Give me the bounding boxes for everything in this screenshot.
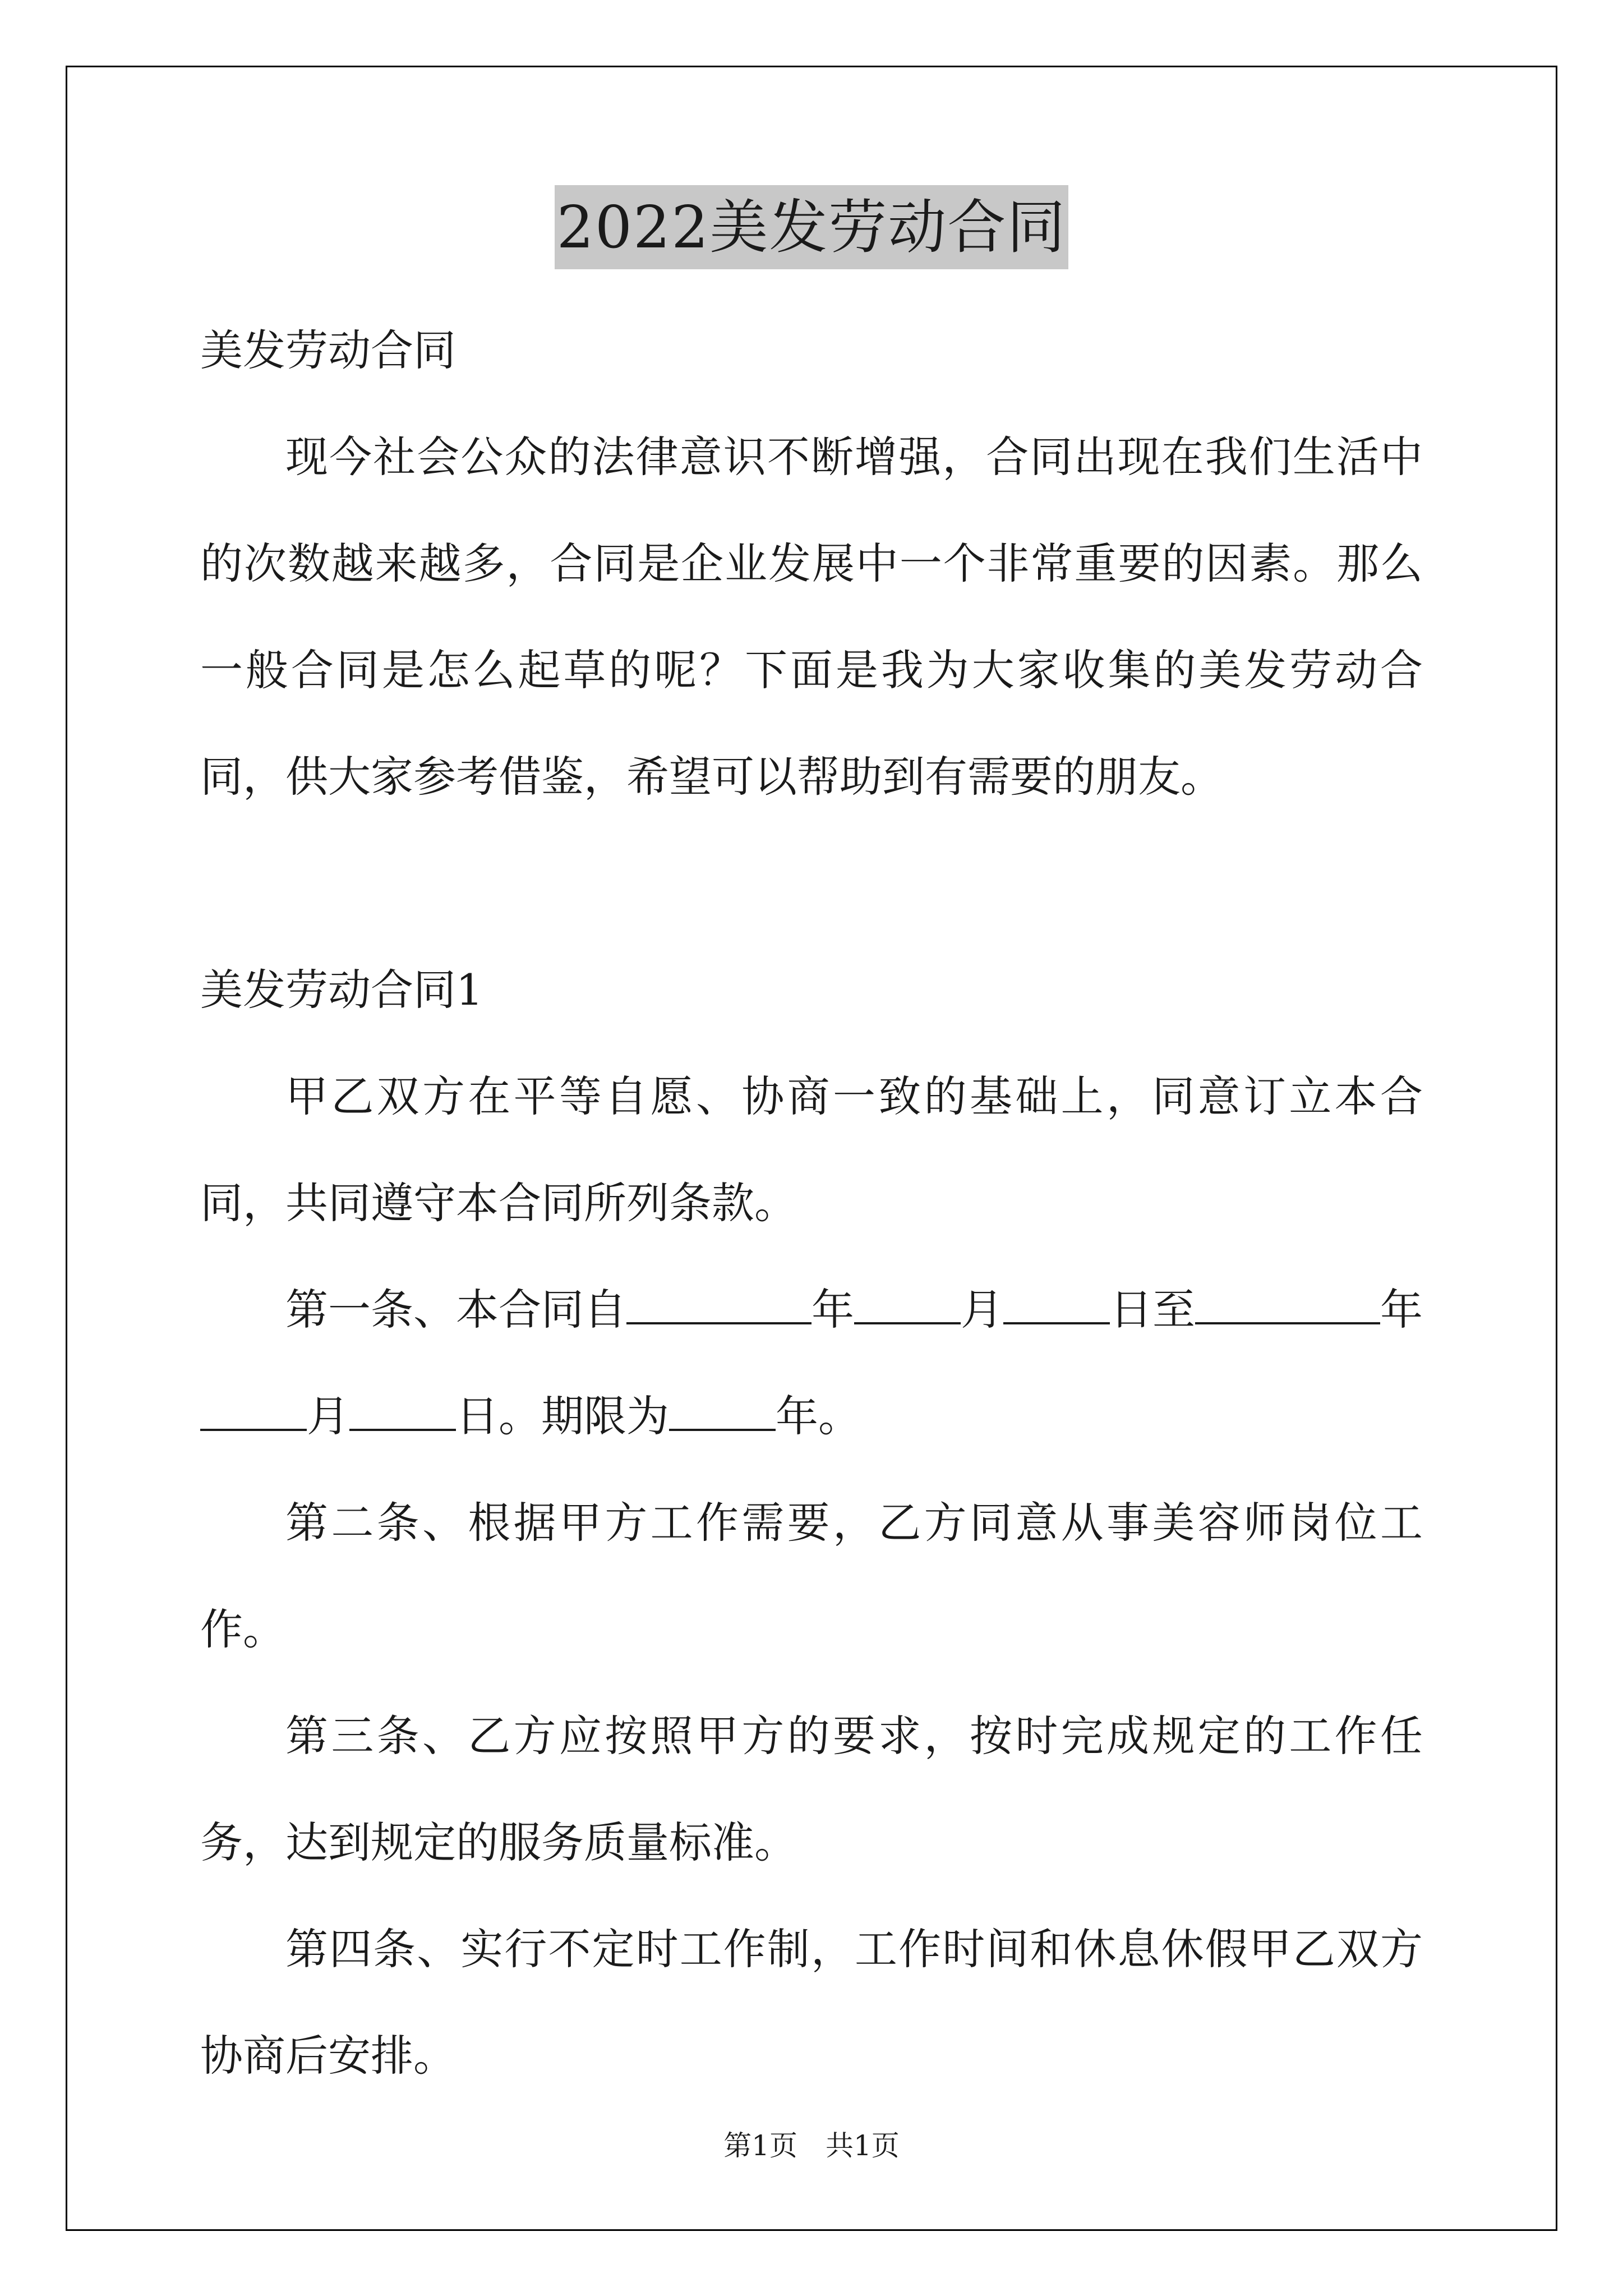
title-wrapper: [200, 185, 1423, 280]
article-1-part-e: 年: [1380, 1285, 1423, 1335]
blank-start-year: [626, 1286, 811, 1324]
article-4: 第四条、实行不定时工作制，工作时间和休息休假甲乙双方协商后安排。: [200, 1924, 1423, 2081]
document-body: [200, 185, 1423, 2109]
intro-paragraph: 现今社会公众的法律意识不断增强，合同出现在我们生活中的次数越来越多，合同是企业发展中一个非常重要的因素。那么一般合同是怎么起草的呢？下面是我为大家收集的美发劳动合同，供大家参考借鉴，希望可以帮助到有需要的朋友。: [200, 432, 1423, 802]
document-title: 2022美发劳动合同: [555, 185, 1069, 269]
article-1-part-g: 日。期限为: [456, 1391, 669, 1441]
article-1-part-c: 月: [961, 1285, 1003, 1335]
blank-start-month: [854, 1286, 961, 1324]
subtitle: 美发劳动合同: [200, 325, 456, 375]
blank-term-years: [669, 1393, 776, 1431]
article-1-part-h: 年。: [776, 1391, 861, 1441]
page-footer: 第1页 共1页: [723, 2129, 900, 2162]
section-heading: 美发劳动合同1: [200, 965, 483, 1015]
article-3: 第三条、乙方应按照甲方的要求，按时完成规定的工作任务，达到规定的服务质量标准。: [200, 1711, 1423, 1867]
article-1: [200, 1257, 1423, 1470]
article-1-part-b: 年: [811, 1285, 854, 1335]
article-1-part-f: 月: [307, 1391, 349, 1441]
article-2: 第二条、根据甲方工作需要，乙方同意从事美容师岗位工作。: [200, 1498, 1423, 1654]
blank-end-day: [349, 1393, 456, 1431]
article-1-part-d: 日至: [1110, 1285, 1195, 1335]
blank-start-day: [1003, 1286, 1110, 1324]
preamble-paragraph: 甲乙双方在平等自愿、协商一致的基础上，同意订立本合同，共同遵守本合同所列条款。: [200, 1071, 1423, 1228]
blank-end-month: [200, 1393, 307, 1431]
blank-end-year: [1195, 1286, 1380, 1324]
article-1-part-a: 第一条、本合同自: [285, 1285, 626, 1335]
